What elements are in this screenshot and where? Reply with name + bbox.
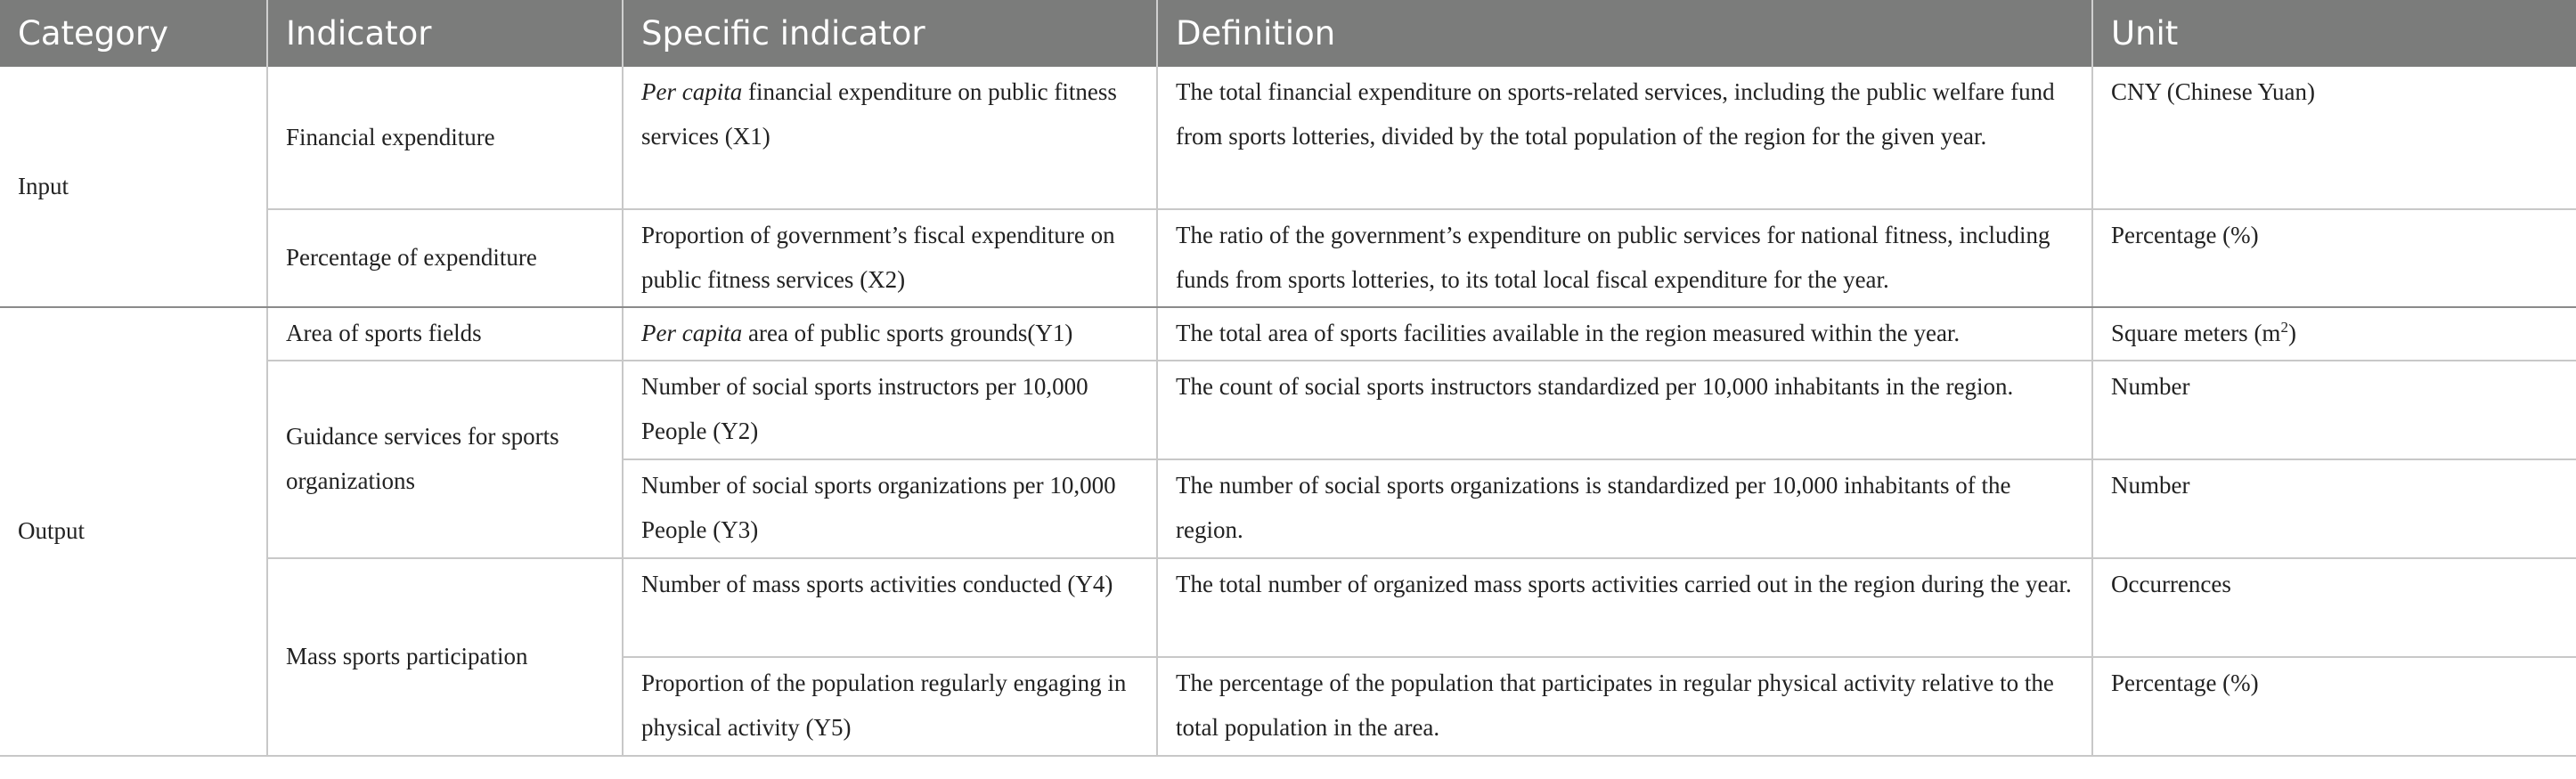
definition-text: The percentage of the population that participates in regular physical activity relative to the total population in the area. — [1176, 669, 2054, 741]
definition-text: The ratio of the government’s expenditure on public services for national fitness, including funds from sports lotteries, to its total local fiscal expenditure for the year. — [1176, 222, 2050, 293]
table-row — [0, 209, 2576, 307]
indicator-label: Guidance services for sports organizations — [286, 423, 559, 494]
unit-text: Occurrences — [2111, 571, 2231, 597]
definition-cell — [1157, 209, 2092, 307]
specific-indicator-text: Number of mass sports activities conducted (Y4) — [641, 571, 1113, 597]
unit-suffix: ) — [2287, 320, 2296, 346]
unit-text: Number — [2111, 373, 2190, 400]
specific-indicator-cell — [623, 558, 1157, 657]
per-capita-text: Per capita — [641, 320, 743, 346]
per-capita-text: Per capita — [641, 78, 743, 105]
indicator-cell — [267, 307, 623, 361]
unit-cell — [2092, 657, 2576, 756]
unit-cell — [2092, 558, 2576, 657]
indicator-cell — [267, 67, 623, 209]
definition-text: The count of social sports instructors standardized per 10,000 inhabitants in the region. — [1176, 373, 2014, 400]
indicator-cell — [267, 361, 623, 558]
specific-indicator-text: financial expenditure on public fitness services (X1) — [641, 78, 1117, 150]
unit-cell — [2092, 307, 2576, 361]
definition-cell — [1157, 67, 2092, 209]
specific-indicator-text: Proportion of the population regularly engaging in physical activity (Y5) — [641, 669, 1127, 741]
unit-cell — [2092, 459, 2576, 558]
definition-text: The total financial expenditure on sports-related services, including the public welfare fund from sports lotteries, divided by the total population of the region for the given year. — [1176, 78, 2055, 150]
definition-cell — [1157, 657, 2092, 756]
table-row — [0, 307, 2576, 361]
specific-indicator-cell — [623, 307, 1157, 361]
category-cell-output — [0, 307, 267, 756]
definition-text: The number of social sports organizations is standardized per 10,000 inhabitants of the region. — [1176, 472, 2011, 543]
definition-cell — [1157, 307, 2092, 361]
specific-indicator-cell — [623, 459, 1157, 558]
table-row — [0, 361, 2576, 459]
category-cell-input — [0, 67, 267, 307]
definition-cell — [1157, 361, 2092, 459]
definition-text: The total area of sports facilities available in the region measured within the year. — [1176, 320, 1961, 346]
indicator-cell — [267, 558, 623, 756]
specific-indicator-text: Proportion of government’s fiscal expenditure on public fitness services (X2) — [641, 222, 1115, 293]
definition-cell — [1157, 459, 2092, 558]
unit-superscript: 2 — [2280, 319, 2288, 336]
specific-indicator-cell — [623, 67, 1157, 209]
indicator-cell — [267, 209, 623, 307]
table-header-row — [0, 0, 2576, 67]
header-unit: Unit — [2092, 0, 2576, 67]
unit-text: Percentage (%) — [2111, 222, 2259, 248]
indicator-label: Area of sports fields — [286, 320, 482, 346]
specific-indicator-cell — [623, 657, 1157, 756]
category-label: Output — [18, 517, 86, 544]
table-row — [0, 67, 2576, 209]
unit-cell — [2092, 209, 2576, 307]
specific-indicator-cell — [623, 209, 1157, 307]
table-row — [0, 558, 2576, 657]
definition-text: The total number of organized mass sports activities carried out in the region during the year. — [1176, 571, 2072, 597]
indicator-label: Financial expenditure — [286, 123, 495, 150]
header-definition: Definition — [1157, 0, 2092, 67]
unit-cell — [2092, 361, 2576, 459]
specific-indicator-text: area of public sports grounds(Y1) — [742, 320, 1073, 346]
indicator-label: Percentage of expenditure — [286, 244, 537, 271]
specific-indicator-cell — [623, 361, 1157, 459]
category-label: Input — [18, 172, 69, 199]
definition-cell — [1157, 558, 2092, 657]
header-specific-indicator: Specific indicator — [623, 0, 1157, 67]
unit-text: CNY (Chinese Yuan) — [2111, 78, 2315, 105]
specific-indicator-text: Number of social sports instructors per 10,000 People (Y2) — [641, 373, 1088, 444]
unit-cell — [2092, 67, 2576, 209]
unit-text: Number — [2111, 472, 2190, 499]
header-indicator: Indicator — [267, 0, 623, 67]
unit-text: Square meters (m — [2111, 320, 2281, 346]
unit-text: Percentage (%) — [2111, 669, 2259, 696]
header-category: Category — [0, 0, 267, 67]
indicator-label: Mass sports participation — [286, 643, 528, 669]
specific-indicator-text: Number of social sports organizations per 10,000 People (Y3) — [641, 472, 1116, 543]
